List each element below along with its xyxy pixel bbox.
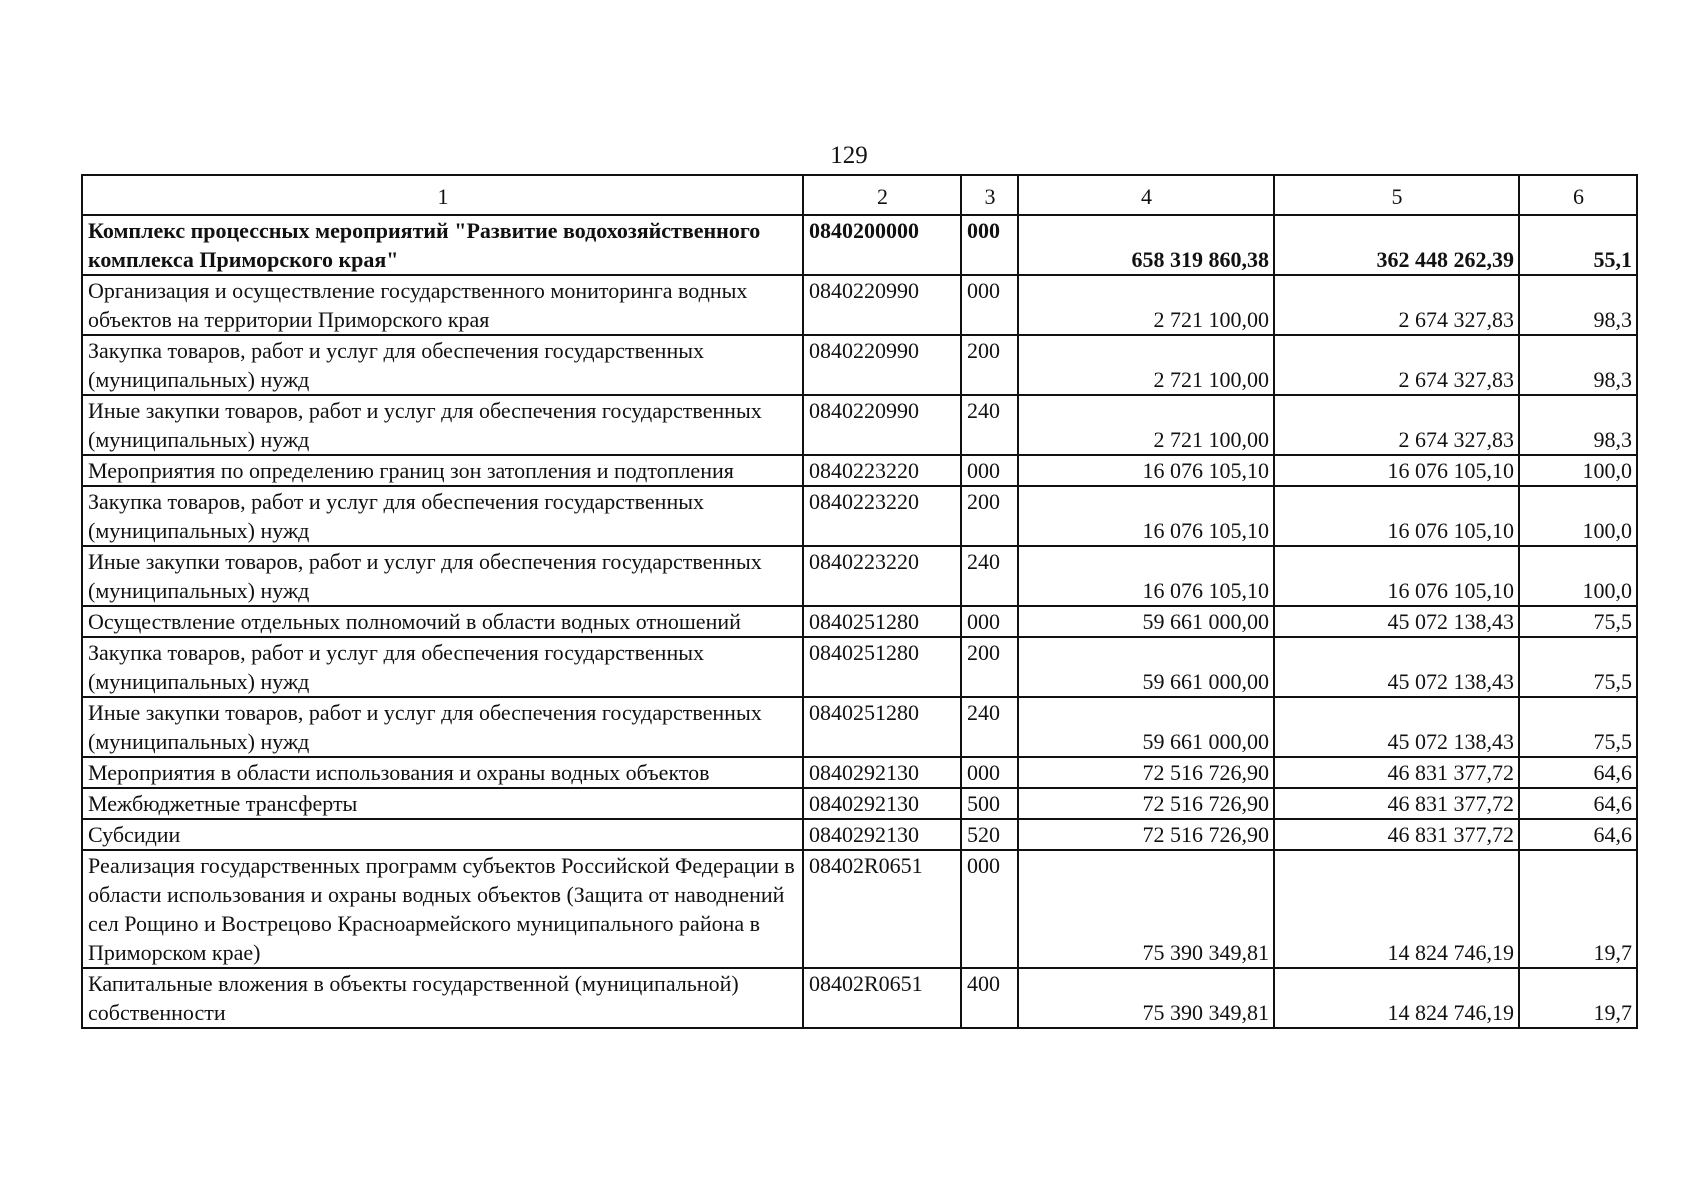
execution-percent-cell: 64,6 [1519,819,1637,850]
planned-amount-cell: 2 721 100,00 [1018,275,1274,335]
execution-percent-cell: 75,5 [1519,637,1637,697]
execution-percent-cell: 100,0 [1519,546,1637,606]
table-row [82,697,1637,757]
table-row [82,850,1637,968]
table-row [82,968,1637,1028]
item-name-cell: Иные закупки товаров, работ и услуг для обеспечения государственных (муниципальных) нужд [82,697,803,757]
target-article-code-cell: 0840220990 [803,395,961,455]
expense-type-code-cell: 000 [961,215,1018,275]
planned-amount-cell: 16 076 105,10 [1018,486,1274,546]
planned-amount-cell: 72 516 726,90 [1018,757,1274,788]
table-row [82,606,1637,637]
execution-percent-cell: 98,3 [1519,335,1637,395]
execution-percent-cell: 100,0 [1519,455,1637,486]
executed-amount-cell: 14 824 746,19 [1274,850,1519,968]
executed-amount-cell: 14 824 746,19 [1274,968,1519,1028]
execution-percent-cell: 64,6 [1519,788,1637,819]
target-article-code-cell: 0840223220 [803,455,961,486]
planned-amount-cell: 75 390 349,81 [1018,850,1274,968]
column-number-row [82,175,1637,215]
planned-amount-cell: 16 076 105,10 [1018,546,1274,606]
execution-percent-cell: 19,7 [1519,850,1637,968]
item-name-cell: Реализация государственных программ субъектов Российской Федерации в области использования и охраны водных объектов (Защита от наводнений сел Рощино и Вострецово Красноармейского муниципального района в Приморском крае) [82,850,803,968]
table-row [82,395,1637,455]
target-article-code-cell: 08402R0651 [803,968,961,1028]
table-body [82,215,1637,1028]
table-row [82,637,1637,697]
table-row [82,215,1637,275]
execution-percent-cell: 64,6 [1519,757,1637,788]
target-article-code-cell: 0840292130 [803,788,961,819]
execution-percent-cell: 75,5 [1519,697,1637,757]
expense-type-code-cell: 200 [961,637,1018,697]
item-name-cell: Иные закупки товаров, работ и услуг для обеспечения государственных (муниципальных) нужд [82,546,803,606]
executed-amount-cell: 46 831 377,72 [1274,757,1519,788]
item-name-cell: Иные закупки товаров, работ и услуг для обеспечения государственных (муниципальных) нужд [82,395,803,455]
budget-execution-table [81,174,1638,1029]
expense-type-code-cell: 200 [961,335,1018,395]
expense-type-code-cell: 400 [961,968,1018,1028]
planned-amount-cell: 59 661 000,00 [1018,606,1274,637]
table-row [82,455,1637,486]
planned-amount-cell: 59 661 000,00 [1018,697,1274,757]
planned-amount-cell: 72 516 726,90 [1018,788,1274,819]
expense-type-code-cell: 000 [961,606,1018,637]
table-row [82,546,1637,606]
column-header-2: 2 [803,175,961,215]
column-header-1: 1 [82,175,803,215]
expense-type-code-cell: 240 [961,697,1018,757]
target-article-code-cell: 0840251280 [803,606,961,637]
expense-type-code-cell: 520 [961,819,1018,850]
executed-amount-cell: 46 831 377,72 [1274,819,1519,850]
target-article-code-cell: 0840251280 [803,637,961,697]
item-name-cell: Мероприятия по определению границ зон затопления и подтопления [82,455,803,486]
expense-type-code-cell: 000 [961,850,1018,968]
column-header-5: 5 [1274,175,1519,215]
item-name-cell: Осуществление отдельных полномочий в области водных отношений [82,606,803,637]
item-name-cell: Субсидии [82,819,803,850]
target-article-code-cell: 0840223220 [803,546,961,606]
execution-percent-cell: 75,5 [1519,606,1637,637]
target-article-code-cell: 0840200000 [803,215,961,275]
target-article-code-cell: 0840292130 [803,757,961,788]
expense-type-code-cell: 240 [961,546,1018,606]
executed-amount-cell: 45 072 138,43 [1274,606,1519,637]
target-article-code-cell: 0840251280 [803,697,961,757]
execution-percent-cell: 100,0 [1519,486,1637,546]
execution-percent-cell: 55,1 [1519,215,1637,275]
executed-amount-cell: 2 674 327,83 [1274,395,1519,455]
planned-amount-cell: 2 721 100,00 [1018,395,1274,455]
item-name-cell: Межбюджетные трансферты [82,788,803,819]
target-article-code-cell: 08402R0651 [803,850,961,968]
executed-amount-cell: 45 072 138,43 [1274,697,1519,757]
executed-amount-cell: 2 674 327,83 [1274,335,1519,395]
expense-type-code-cell: 240 [961,395,1018,455]
column-header-4: 4 [1018,175,1274,215]
expense-type-code-cell: 000 [961,275,1018,335]
item-name-cell: Комплекс процессных мероприятий "Развитие водохозяйственного комплекса Приморского края" [82,215,803,275]
execution-percent-cell: 98,3 [1519,395,1637,455]
executed-amount-cell: 362 448 262,39 [1274,215,1519,275]
planned-amount-cell: 16 076 105,10 [1018,455,1274,486]
planned-amount-cell: 658 319 860,38 [1018,215,1274,275]
planned-amount-cell: 72 516 726,90 [1018,819,1274,850]
column-header-6: 6 [1519,175,1637,215]
execution-percent-cell: 19,7 [1519,968,1637,1028]
expense-type-code-cell: 000 [961,757,1018,788]
table-row [82,757,1637,788]
executed-amount-cell: 16 076 105,10 [1274,546,1519,606]
table-row [82,819,1637,850]
executed-amount-cell: 46 831 377,72 [1274,788,1519,819]
target-article-code-cell: 0840292130 [803,819,961,850]
page-number: 129 [830,142,868,169]
target-article-code-cell: 0840220990 [803,275,961,335]
item-name-cell: Закупка товаров, работ и услуг для обеспечения государственных (муниципальных) нужд [82,335,803,395]
executed-amount-cell: 2 674 327,83 [1274,275,1519,335]
executed-amount-cell: 16 076 105,10 [1274,486,1519,546]
item-name-cell: Организация и осуществление государственного мониторинга водных объектов на территории Приморского края [82,275,803,335]
column-header-3: 3 [961,175,1018,215]
expense-type-code-cell: 000 [961,455,1018,486]
planned-amount-cell: 59 661 000,00 [1018,637,1274,697]
expense-type-code-cell: 200 [961,486,1018,546]
table-row [82,486,1637,546]
expense-type-code-cell: 500 [961,788,1018,819]
item-name-cell: Закупка товаров, работ и услуг для обеспечения государственных (муниципальных) нужд [82,637,803,697]
item-name-cell: Закупка товаров, работ и услуг для обеспечения государственных (муниципальных) нужд [82,486,803,546]
target-article-code-cell: 0840220990 [803,335,961,395]
table-row [82,275,1637,335]
executed-amount-cell: 45 072 138,43 [1274,637,1519,697]
item-name-cell: Капитальные вложения в объекты государственной (муниципальной) собственности [82,968,803,1028]
executed-amount-cell: 16 076 105,10 [1274,455,1519,486]
execution-percent-cell: 98,3 [1519,275,1637,335]
table-row [82,788,1637,819]
item-name-cell: Мероприятия в области использования и охраны водных объектов [82,757,803,788]
table-row [82,335,1637,395]
planned-amount-cell: 75 390 349,81 [1018,968,1274,1028]
target-article-code-cell: 0840223220 [803,486,961,546]
planned-amount-cell: 2 721 100,00 [1018,335,1274,395]
